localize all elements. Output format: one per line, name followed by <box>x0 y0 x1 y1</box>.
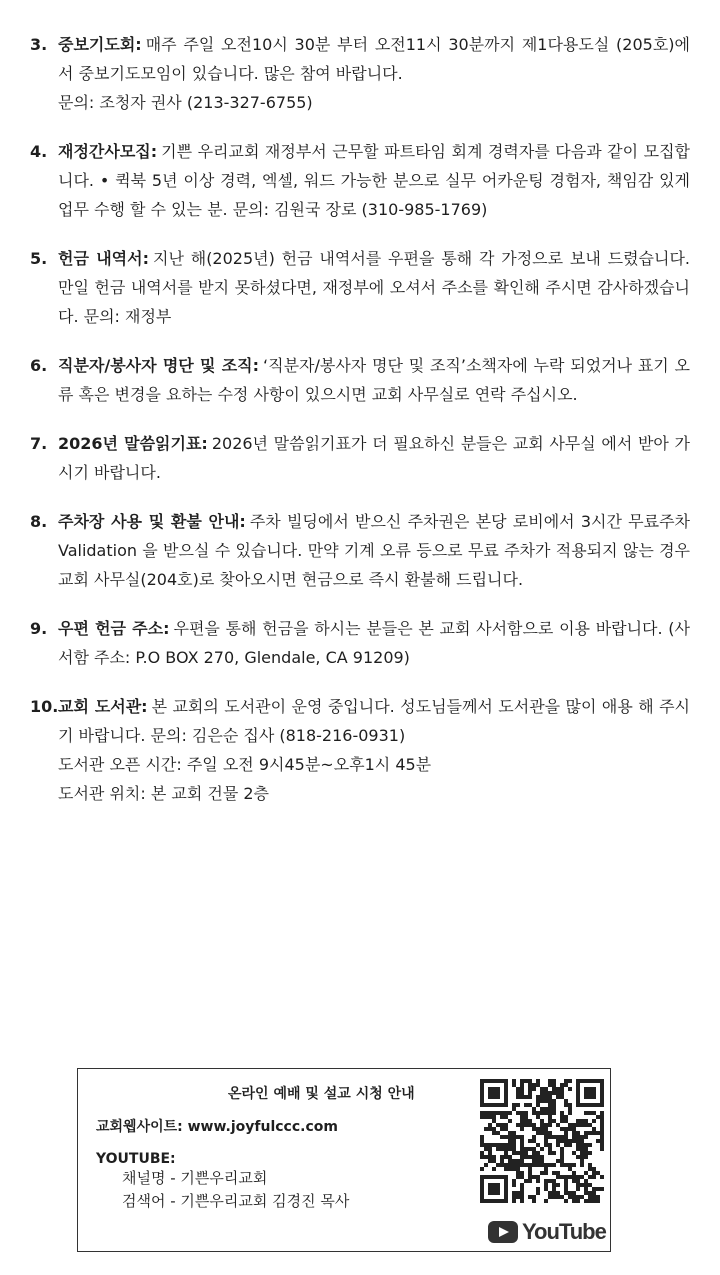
online-box-title: 온라인 예배 및 설교 시청 안내 <box>228 1086 415 1102</box>
item-extra-line: 도서관 오픈 시간: 주일 오전 9시45분~오후1시 45분 <box>58 755 432 774</box>
announcement-item <box>30 614 690 672</box>
item-body <box>58 692 690 750</box>
announcement-item <box>30 507 690 594</box>
item-body <box>58 30 690 88</box>
item-number: 6. <box>30 356 48 375</box>
website-link[interactable]: www.joyfulccc.com <box>187 1119 338 1135</box>
youtube-label: YOUTUBE: <box>96 1151 176 1167</box>
item-text: 우편을 통해 헌금을 하시는 분들은 본 교회 사서함으로 이용 바랍니다. (사서함 주소: P.O BOX 270, Glendale, CA 91209) <box>58 619 690 667</box>
search-term-line: 검색어 - 기쁜우리교회 김경진 목사 <box>122 1192 350 1210</box>
item-body <box>58 429 690 487</box>
youtube-logo[interactable] <box>488 1219 606 1245</box>
item-text: 매주 주일 오전10시 30분 부터 오전11시 30분까지 제1다용도실 (205호)에서 중보기도모임이 있습니다. 많은 참여 바랍니다. <box>58 35 690 83</box>
item-heading: 헌금 내역서: <box>58 249 149 268</box>
item-body <box>58 614 690 672</box>
announcement-item <box>30 351 690 409</box>
item-number: 5. <box>30 249 48 268</box>
item-text: 지난 해(2025년) 헌금 내역서를 우편을 통해 각 가정으로 보내 드렸습니다. 만일 헌금 내역서를 받지 못하셨다면, 재정부에 오셔서 주소를 확인해 주시면 감사하겠습니다. 문의: 재정부 <box>58 249 690 326</box>
announcement-item <box>30 30 690 117</box>
item-heading: 직분자/봉사자 명단 및 조직: <box>58 356 260 375</box>
item-number: 9. <box>30 619 48 638</box>
youtube-logo-text: YouTube <box>522 1219 606 1244</box>
announcement-item <box>30 137 690 224</box>
item-number: 10. <box>30 697 59 716</box>
youtube-play-icon <box>488 1221 518 1243</box>
item-text: 2026년 말씀읽기표가 더 필요하신 분들은 교회 사무실 에서 받아 가시기 바랍니다. <box>58 434 690 482</box>
item-body <box>58 507 690 594</box>
announcement-item <box>30 692 690 808</box>
channel-name-line: 채널명 - 기쁜우리교회 <box>122 1169 268 1187</box>
item-heading: 우편 헌금 주소: <box>58 619 170 638</box>
item-heading: 주차장 사용 및 환불 안내: <box>58 512 246 531</box>
item-body <box>58 351 690 409</box>
item-number: 4. <box>30 142 48 161</box>
online-worship-box <box>77 1068 611 1252</box>
website-row <box>96 1116 338 1136</box>
item-body <box>58 244 690 331</box>
item-number: 3. <box>30 35 48 54</box>
item-number: 7. <box>30 434 48 453</box>
item-heading: 중보기도회: <box>58 35 142 54</box>
announcement-list <box>30 30 690 828</box>
item-extra-line: 도서관 위치: 본 교회 건물 2층 <box>58 784 270 803</box>
item-heading: 교회 도서관: <box>58 697 148 716</box>
item-heading: 재정간사모집: <box>58 142 158 161</box>
item-text: ‘직분자/봉사자 명단 및 조직’소책자에 누락 되었거나 표기 오류 혹은 변경을 요하는 수정 사항이 있으시면 교회 사무실로 연락 주십시오. <box>58 356 690 404</box>
item-extra-line: 문의: 조청자 권사 (213-327-6755) <box>58 93 313 112</box>
item-text: 주차 빌딩에서 받으신 주차권은 본당 로비에서 3시간 무료주차 Validation 을 받으실 수 있습니다. 만약 기계 오류 등으로 무료 주차가 적용되지 않는 경우 교회 사무실(204호)로 찾아오시면 현금으로 즉시 환불해 드립니다. <box>58 512 690 589</box>
item-number: 8. <box>30 512 48 531</box>
item-body <box>58 137 690 224</box>
announcement-item <box>30 429 690 487</box>
item-text: 기쁜 우리교회 재정부서 근무할 파트타임 회계 경력자를 다음과 같이 모집합니다. • 퀵북 5년 이상 경력, 엑셀, 워드 가능한 분으로 실무 어카운팅 경험자, 책임감 있게 업무 수행 할 수 있는 분. 문의: 김원국 장로 (310-985-1769) <box>58 142 690 219</box>
item-text: 본 교회의 도서관이 운영 중입니다. 성도님들께서 도서관을 많이 애용 해 주시기 바랍니다. 문의: 김은순 집사 (818-216-0931) <box>58 697 690 745</box>
announcement-item <box>30 244 690 331</box>
website-label: 교회웹사이트: <box>96 1119 183 1135</box>
qr-code-icon[interactable] <box>480 1079 604 1203</box>
item-heading: 2026년 말씀읽기표: <box>58 434 208 453</box>
